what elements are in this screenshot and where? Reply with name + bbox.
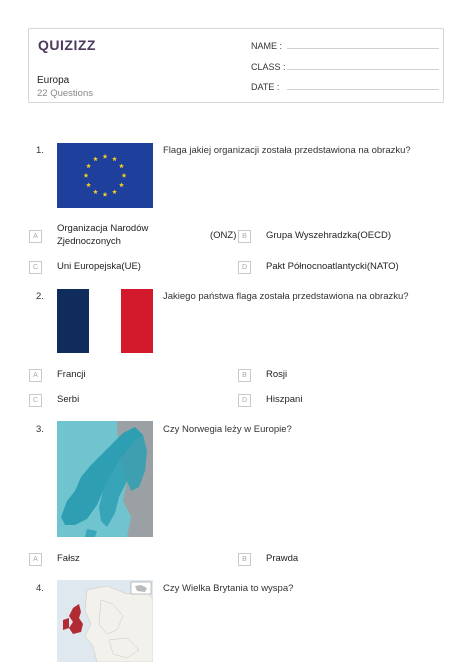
eu-flag-image	[57, 143, 153, 208]
option-letter-box[interactable]: A	[29, 230, 42, 243]
option-letter-box[interactable]: D	[238, 261, 251, 274]
question-count: 22 Questions	[37, 88, 93, 99]
option-letter-box[interactable]: A	[29, 369, 42, 382]
name-field[interactable]: NAME :	[251, 41, 439, 51]
scandinavia-map-image	[57, 421, 153, 537]
question-number: 2.	[36, 291, 44, 302]
option-b[interactable]: Grupa Wyszehradzka(OECD)	[266, 230, 392, 241]
question-number: 3.	[36, 424, 44, 435]
france-flag-image	[57, 289, 153, 353]
option-letter-box[interactable]: A	[29, 553, 42, 566]
question-text: Czy Norwegia leży w Europie?	[163, 424, 292, 435]
option-d[interactable]: Pakt Północnoatlantycki(NATO)	[266, 261, 399, 272]
worksheet-header	[28, 28, 444, 103]
question-number: 4.	[36, 583, 44, 594]
option-letter-box[interactable]: D	[238, 394, 251, 407]
option-letter-box[interactable]: C	[29, 394, 42, 407]
option-a[interactable]: Francji	[57, 369, 86, 380]
option-a-suffix: (ONZ)	[210, 230, 237, 241]
option-b[interactable]: Prawda	[266, 553, 299, 564]
option-d[interactable]: Hiszpani	[266, 394, 303, 405]
option-b[interactable]: Rosji	[266, 369, 288, 380]
quizizz-logo: QUIZIZZ	[38, 37, 96, 53]
class-field[interactable]: CLASS :	[251, 62, 439, 72]
option-letter-box[interactable]: B	[238, 230, 251, 243]
option-c[interactable]: Serbi	[57, 394, 80, 405]
uk-europe-map-image	[57, 580, 153, 662]
question-number: 1.	[36, 145, 44, 156]
option-c[interactable]: Uni Europejska(UE)	[57, 261, 141, 272]
option-letter-box[interactable]: B	[238, 553, 251, 566]
question-text: Flaga jakiej organizacji została przedstawiona na obrazku?	[163, 145, 411, 156]
worksheet-title: Europa	[37, 75, 70, 86]
question-text: Jakiego państwa flaga została przedstawiona na obrazku?	[163, 291, 409, 302]
option-a[interactable]: Organizacja Narodów Zjednoczonych	[57, 223, 149, 247]
option-a[interactable]: Fałsz	[57, 553, 80, 564]
date-field[interactable]: DATE :	[251, 82, 439, 92]
question-text: Czy Wielka Brytania to wyspa?	[163, 583, 294, 594]
option-letter-box[interactable]: C	[29, 261, 42, 274]
option-letter-box[interactable]: B	[238, 369, 251, 382]
